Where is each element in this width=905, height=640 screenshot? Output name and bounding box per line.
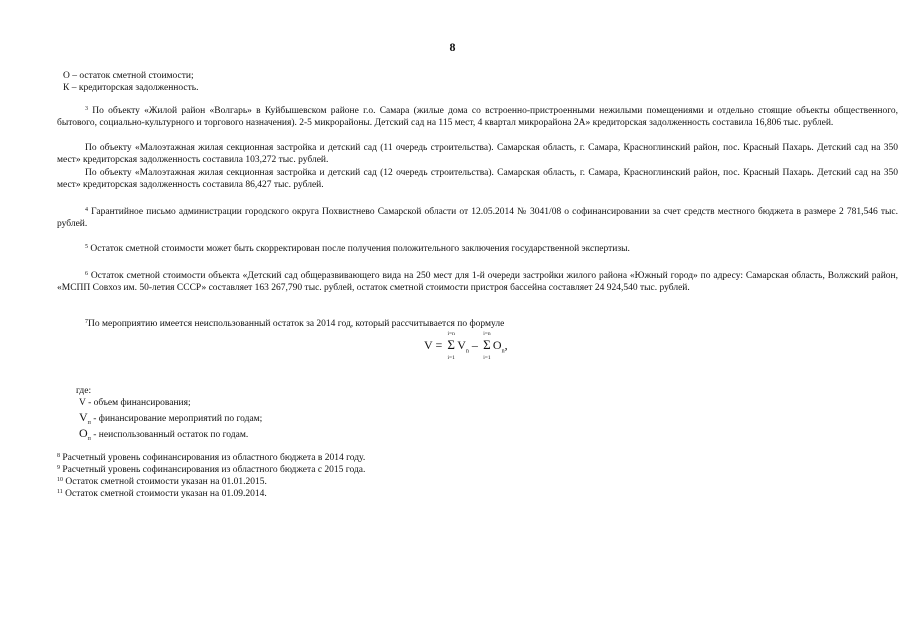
sum-1-upper-limit: i=n bbox=[447, 331, 455, 337]
footnote-8 bbox=[57, 452, 365, 464]
formula-term-1: V bbox=[457, 338, 466, 352]
footnote-9-text: Расчетный уровень софинансирования из областного бюджета с 2015 года. bbox=[62, 465, 366, 475]
formula-term-2: O bbox=[492, 338, 502, 352]
note-3 bbox=[57, 105, 898, 129]
sum-sign-1: Σ i=n i=1 bbox=[445, 337, 457, 353]
note-4-marker: 4 bbox=[85, 207, 88, 213]
where-on-symbol: О bbox=[79, 426, 88, 440]
note-4-text: Гарантийное письмо администрации городского округа Похвистнево Самарской области от 12.05.2014 № 3041/08 о софинансировании за счет средств местного бюджета в размере 2 781,546 тыс. рублей. bbox=[57, 207, 898, 230]
footnote-9 bbox=[57, 464, 365, 476]
where-on bbox=[79, 427, 248, 445]
note-7-marker: 7 bbox=[85, 319, 88, 325]
formula-minus: – bbox=[471, 338, 478, 352]
note-6-marker: 6 bbox=[85, 271, 88, 277]
formula-term-2-subscript: n bbox=[501, 348, 505, 355]
where-vn-text: - финансирование мероприятий по годам; bbox=[90, 414, 263, 424]
legend-o: О – остаток сметной стоимости; bbox=[63, 71, 194, 81]
note-4 bbox=[57, 206, 898, 230]
formula-lhs: V = bbox=[424, 338, 443, 352]
footnote-10 bbox=[57, 476, 267, 488]
note-5-text: Остаток сметной стоимости может быть скорректирован после получения положительного заключения государственной экспертизы. bbox=[90, 244, 630, 254]
formula bbox=[424, 331, 508, 361]
note-5-marker: 5 bbox=[85, 244, 88, 250]
sum-1-lower-limit: i=1 bbox=[447, 355, 455, 361]
where-vn-symbol: V bbox=[79, 410, 88, 424]
note-6 bbox=[57, 270, 898, 294]
where-on-subscript: п bbox=[87, 435, 91, 442]
where-label: где: bbox=[76, 386, 92, 396]
footnote-11 bbox=[57, 488, 267, 500]
footnote-11-marker: 11 bbox=[57, 489, 63, 495]
page-number: 8 bbox=[449, 40, 456, 54]
footnote-8-marker: 8 bbox=[57, 453, 60, 459]
note-3-paragraph-3: По объекту «Малоэтажная жилая секционная застройка и детский сад (12 очередь строительства). Самарская область, г. Самара, Красноглинский район, пос. Красный Пахарь. Детский сад на 350 мест» кредиторская задолженность составила 86,427 тыс. рублей. bbox=[57, 168, 898, 191]
sum-sign-2: Σ i=n i=1 bbox=[481, 337, 493, 353]
note-3-marker: 3 bbox=[85, 106, 88, 112]
note-7 bbox=[57, 318, 898, 330]
formula-tail: , bbox=[504, 338, 508, 352]
note-3-text: По объекту «Жилой район «Волгарь» в Куйбышевском районе г.о. Самара (жилые дома со встроенно-пристроенными нежилыми помещениями и отдельно стоящие объекты общественного, бытового, социально-культурного и торгового назначения). 2-5 микрорайоны. Детский сад на 115 мест, 4 квартал микрорайона 2А» кредиторская задолженность составила 16,806 тыс. рублей. bbox=[57, 106, 899, 129]
note-7-text: По мероприятию имеется неиспользованный остаток за 2014 год, который рассчитывается по формуле bbox=[88, 319, 505, 329]
where-vn-subscript: п bbox=[87, 419, 91, 426]
note-5 bbox=[57, 243, 898, 255]
footnote-10-marker: 10 bbox=[57, 477, 63, 483]
sum-2-lower-limit: i=1 bbox=[483, 355, 491, 361]
footnote-9-marker: 9 bbox=[57, 465, 60, 471]
formula-term-1-subscript: n bbox=[465, 348, 469, 355]
legend-k: К – кредиторская задолженность. bbox=[63, 83, 199, 93]
where-v: V - объем финансирования; bbox=[79, 398, 191, 408]
note-3-paragraph-2: По объекту «Малоэтажная жилая секционная застройка и детский сад (11 очередь строительства). Самарская область, г. Самара, Красноглинский район, пос. Красный Пахарь. Детский сад на 350 мест» кредиторская задолженность составила 103,272 тыс. рублей. bbox=[57, 143, 898, 166]
sum-2-upper-limit: i=n bbox=[483, 331, 491, 337]
note-6-text: Остаток сметной стоимости объекта «Детский сад общеразвивающего вида на 250 мест для 1-й очереди застройки жилого района «Южный город» по адресу: Самарская область, Волжский район, «МСПП Совхоз им. 50-летия СССР» составляет 163 267,790 тыс. рублей, остаток сметной стоимости пристроя бассейна составляет 24 924,540 тыс. рублей. bbox=[57, 271, 899, 294]
footnote-11-text: Остаток сметной стоимости указан на 01.09.2014. bbox=[65, 489, 267, 499]
footnote-8-text: Расчетный уровень софинансирования из областного бюджета в 2014 году. bbox=[62, 453, 366, 463]
footnote-10-text: Остаток сметной стоимости указан на 01.01.2015. bbox=[65, 477, 267, 487]
where-on-text: - неиспользованный остаток по годам. bbox=[90, 430, 249, 440]
